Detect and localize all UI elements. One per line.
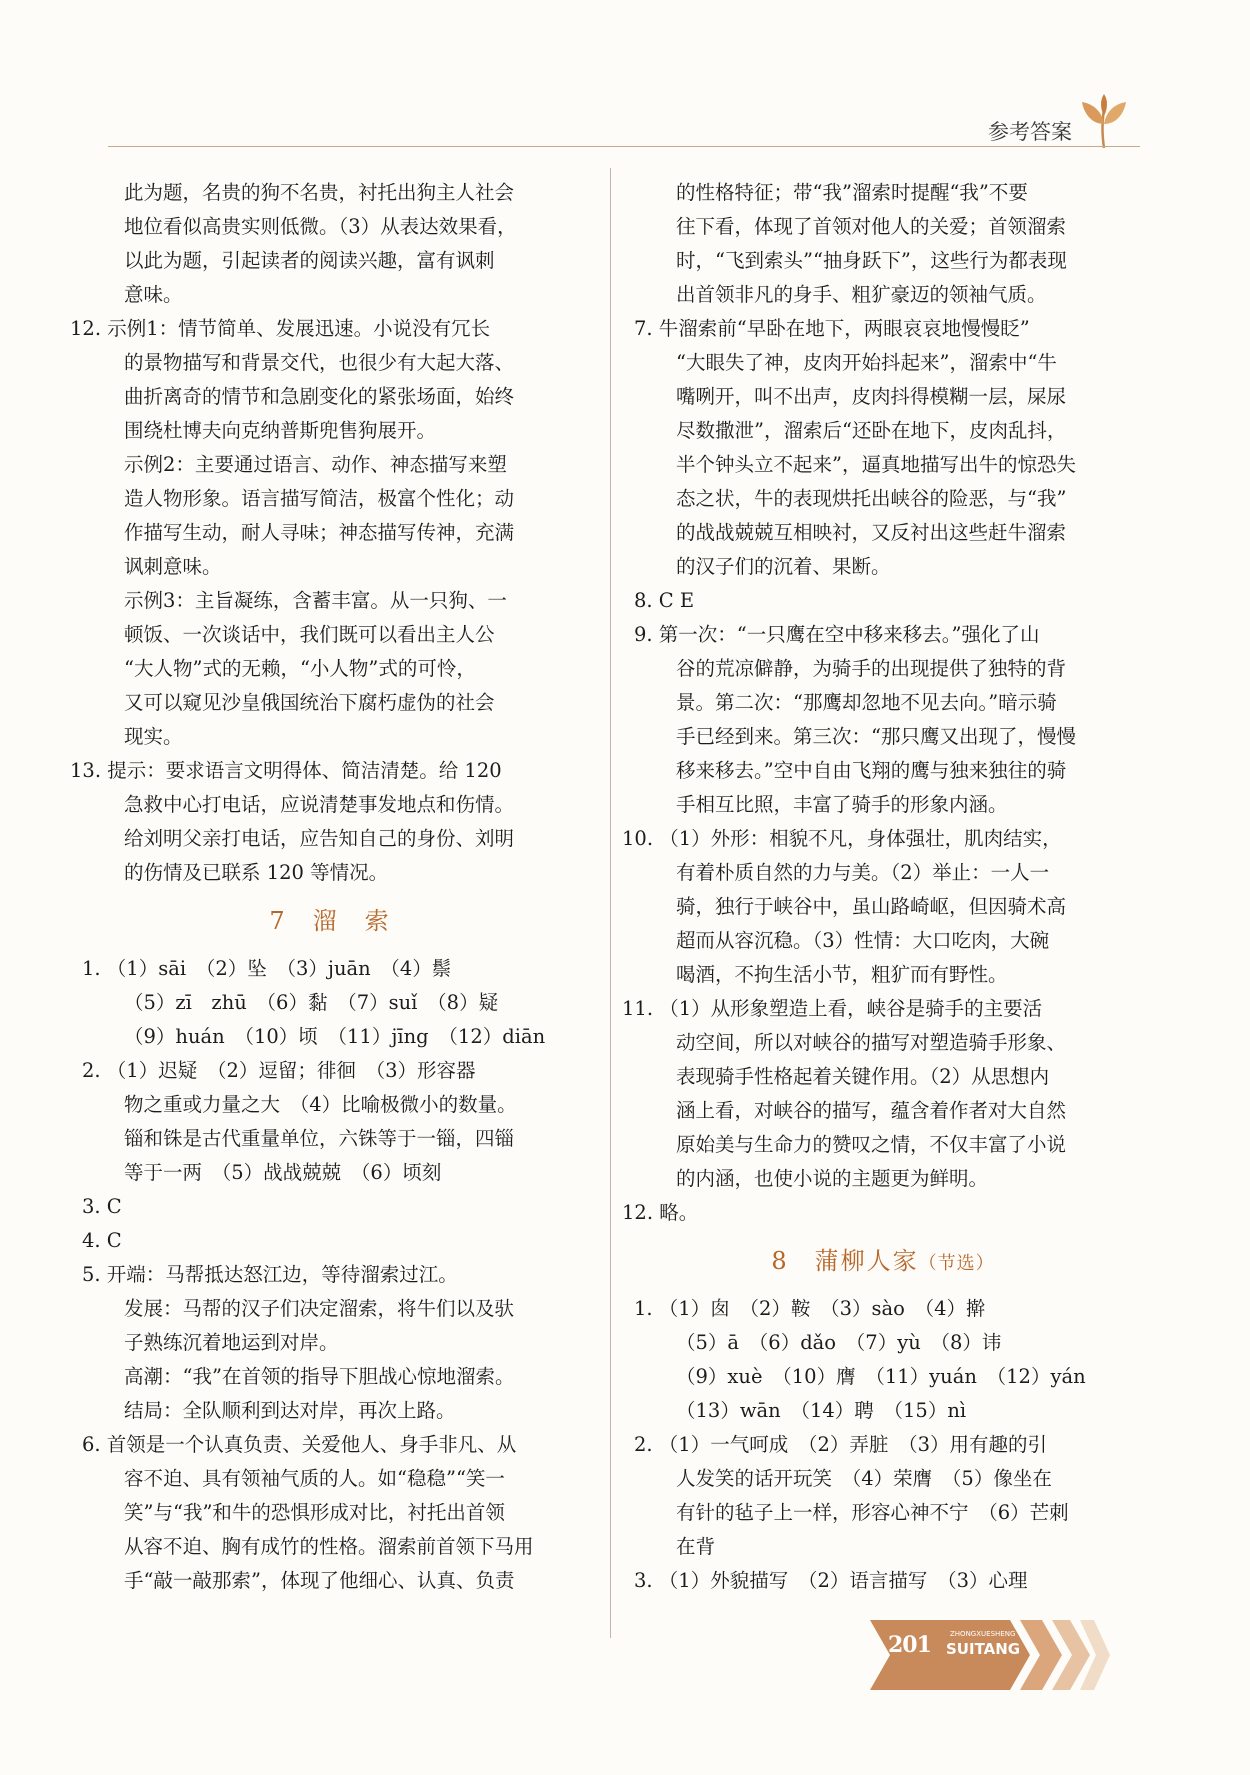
answer-item: 3. （1）外貌描写 （2）语言描写 （3）心理 — [634, 1569, 1028, 1592]
text-line: （9）xuè （10）膺 （11）yuán （12）yán — [676, 1365, 1086, 1388]
text-line: 从容不迫、胸有成竹的性格。溜索前首领下马用 — [124, 1535, 534, 1558]
text-line: 动空间，所以对峡谷的描写对塑造骑手形象、 — [676, 1031, 1067, 1054]
text-line: 态之状，牛的表现烘托出峡谷的险恶，与“我” — [676, 487, 1067, 510]
section-8-main: 8 蒲柳人家 — [771, 1247, 919, 1275]
header-title: 参考答案 — [988, 120, 1072, 144]
text-line: 物之重或力量之大 （4）比喻极微小的数量。 — [124, 1093, 517, 1116]
text-line: 骑，独行于峡谷中，虽山路崎岖，但因骑术高 — [676, 895, 1067, 918]
text-line: 的伤情及已联系 120 等情况。 — [124, 861, 389, 884]
answer-item: 11. （1）从形象塑造上看，峡谷是骑手的主要活 — [622, 997, 1043, 1020]
text-line: 嘴咧开，叫不出声，皮肉抖得模糊一层，屎尿 — [676, 385, 1067, 408]
text-line: 顿饭、一次谈话中，我们既可以看出主人公 — [124, 623, 495, 646]
text-line: “大眼失了神，皮肉开始抖起来”，溜索中“牛 — [676, 351, 1057, 374]
answer-item: 7. 牛溜索前“早卧在地下，两眼哀哀地慢慢眨” — [634, 317, 1030, 340]
text-line: 结局：全队顺利到达对岸，再次上路。 — [124, 1399, 456, 1422]
answer-item: 4. C — [82, 1229, 122, 1252]
answer-item: 6. 首领是一个认真负责、关爱他人、身手非凡、从 — [82, 1433, 517, 1456]
text-line: 的性格特征；带“我”溜索时提醒“我”不要 — [676, 181, 1028, 204]
text-line: 地位看似高贵实则低微。（3）从表达效果看， — [124, 215, 517, 238]
answer-item: 13. 提示：要求语言文明得体、简洁清楚。给 120 — [70, 759, 502, 782]
text-line: 景。第二次：“那鹰却忽地不见去向。”暗示骑 — [676, 691, 1057, 714]
text-line: 给刘明父亲打电话，应告知自己的身份、刘明 — [124, 827, 515, 850]
text-line: 锱和铢是古代重量单位，六铢等于一锱，四锱 — [124, 1127, 515, 1150]
text-line: （5）zī zhū （6）黏 （7）suǐ （8）疑 — [124, 991, 499, 1014]
answer-item: 8. C E — [634, 589, 695, 612]
text-line: 的景物描写和背景交代，也很少有大起大落、 — [124, 351, 515, 374]
brand-label-small: ZHONGXUESHENG — [950, 1630, 1016, 1638]
text-line: 的内涵，也使小说的主题更为鲜明。 — [676, 1167, 989, 1190]
answer-item: 10. （1）外形：相貌不凡，身体强壮，肌肉结实， — [622, 827, 1062, 850]
text-line: 往下看，体现了首领对他人的关爱；首领溜索 — [676, 215, 1067, 238]
brand-label: SUITANG — [946, 1640, 1021, 1658]
text-line: 人发笑的话开玩笑 （4）荣膺 （5）像坐在 — [676, 1467, 1052, 1490]
text-line: 涵上看，对峡谷的描写，蕴含着作者对大自然 — [676, 1099, 1067, 1122]
text-line: 原始美与生命力的赞叹之情，不仅丰富了小说 — [676, 1133, 1067, 1156]
text-line: 手已经到来。第三次：“那只鹰又出现了，慢慢 — [676, 725, 1076, 748]
text-line: （9）huán （10）顷 （11）jīng （12）diān — [124, 1025, 546, 1048]
text-line: 子熟练沉着地运到对岸。 — [124, 1331, 339, 1354]
text-line: 现实。 — [124, 725, 183, 748]
page-number: 201 — [888, 1632, 931, 1658]
answer-item: 1. （1）sāi （2）坠 （3）juān （4）鬃 — [82, 957, 452, 980]
section-7-title: 7 溜 索 — [269, 907, 391, 935]
text-line: 围绕杜博夫向克纳普斯兜售狗展开。 — [124, 419, 437, 442]
text-line: 谷的荒凉僻静，为骑手的出现提供了独特的背 — [676, 657, 1067, 680]
answer-item: 3. C — [82, 1195, 122, 1218]
text-line: 表现骑手性格起着关键作用。（2）从思想内 — [676, 1065, 1050, 1088]
text-line: 急救中心打电话，应说清楚事发地点和伤情。 — [124, 793, 515, 816]
text-line: 手“敲一敲那索”，体现了他细心、认真、负责 — [124, 1569, 515, 1592]
text-line: 以此为题，引起读者的阅读兴趣，富有讽刺 — [124, 249, 495, 272]
text-line: （13）wān （14）聘 （15）nì — [676, 1399, 967, 1422]
text-line: 意味。 — [124, 283, 183, 306]
text-line: 作描写生动，耐人寻味；神态描写传神，充满 — [124, 521, 515, 544]
answer-item: 1. （1）囱 （2）鞍 （3）sào （4）擀 — [634, 1297, 986, 1320]
text-line: 超而从容沉稳。（3）性情：大口吃肉，大碗 — [676, 929, 1050, 952]
text-line: 出首领非凡的身手、粗犷豪迈的领袖气质。 — [676, 283, 1047, 306]
text-line: 等于一两 （5）战战兢兢 （6）顷刻 — [124, 1161, 442, 1184]
text-line: 又可以窥见沙皇俄国统治下腐朽虚伪的社会 — [124, 691, 495, 714]
text-line: 有针的毡子上一样，形容心神不宁 （6）芒刺 — [676, 1501, 1069, 1524]
text-line: 有着朴质自然的力与美。（2）举止：一人一 — [676, 861, 1050, 884]
text-line: “大人物”式的无赖，“小人物”式的可怜， — [124, 657, 476, 680]
leaf-logo-icon — [1078, 94, 1130, 152]
text-line: 的汉子们的沉着、果断。 — [676, 555, 891, 578]
text-line: （5）ā （6）dǎo （7）yù （8）讳 — [676, 1331, 1002, 1354]
right-column — [622, 176, 1144, 1598]
text-line: 曲折离奇的情节和急剧变化的紧张场面，始终 — [124, 385, 515, 408]
text-line: 喝酒，不拘生活小节，粗犷而有野性。 — [676, 963, 1008, 986]
text-line: 半个钟头立不起来”，逼真地描写出牛的惊恐失 — [676, 453, 1076, 476]
section-8-subtitle: （节选） — [918, 1253, 995, 1274]
text-line: 笑”与“我”和牛的恐惧形成对比，衬托出首领 — [124, 1501, 505, 1524]
left-column — [70, 176, 590, 1598]
text-line: 的战战兢兢互相映衬，又反衬出这些赶牛溜索 — [676, 521, 1067, 544]
text-line: 在背 — [676, 1535, 716, 1558]
text-line: 发展：马帮的汉子们决定溜索，将牛们以及驮 — [124, 1297, 515, 1320]
answer-item: 12. 示例1：情节简单、发展迅速。小说没有冗长 — [70, 317, 491, 340]
text-line: 移来移去。”空中自由飞翔的鹰与独来独往的骑 — [676, 759, 1067, 782]
text-line: 示例2：主要通过语言、动作、神态描写来塑 — [124, 453, 507, 476]
text-line: 此为题，名贵的狗不名贵，衬托出狗主人社会 — [124, 181, 515, 204]
text-line: 尽数撒泄”，溜索后“还卧在地下，皮肉乱抖， — [676, 419, 1067, 442]
column-divider — [610, 168, 611, 1638]
text-line: 手相互比照，丰富了骑手的形象内涵。 — [676, 793, 1008, 816]
answer-item: 2. （1）迟疑 （2）逗留；徘徊 （3）形容器 — [82, 1059, 476, 1082]
answer-item: 5. 开端：马帮抵达怒江边，等待溜索过江。 — [82, 1263, 458, 1286]
text-line: 造人物形象。语言描写简洁，极富个性化；动 — [124, 487, 515, 510]
text-line: 讽刺意味。 — [124, 555, 222, 578]
text-line: 高潮：“我”在首领的指导下胆战心惊地溜索。 — [124, 1365, 515, 1388]
text-line: 时，“飞到索头”“抽身跃下”，这些行为都表现 — [676, 249, 1067, 272]
header-divider — [108, 146, 1140, 147]
text-line: 示例3：主旨凝练，含蓄丰富。从一只狗、一 — [124, 589, 507, 612]
text-line: 容不迫、具有领袖气质的人。如“稳稳”“笑一 — [124, 1467, 505, 1490]
section-8-title — [622, 1230, 1144, 1292]
answer-item: 9. 第一次：“一只鹰在空中移来移去。”强化了山 — [634, 623, 1040, 646]
answer-item: 2. （1）一气呵成 （2）弄脏 （3）用有趣的引 — [634, 1433, 1048, 1456]
answer-item: 12. 略。 — [622, 1201, 699, 1224]
